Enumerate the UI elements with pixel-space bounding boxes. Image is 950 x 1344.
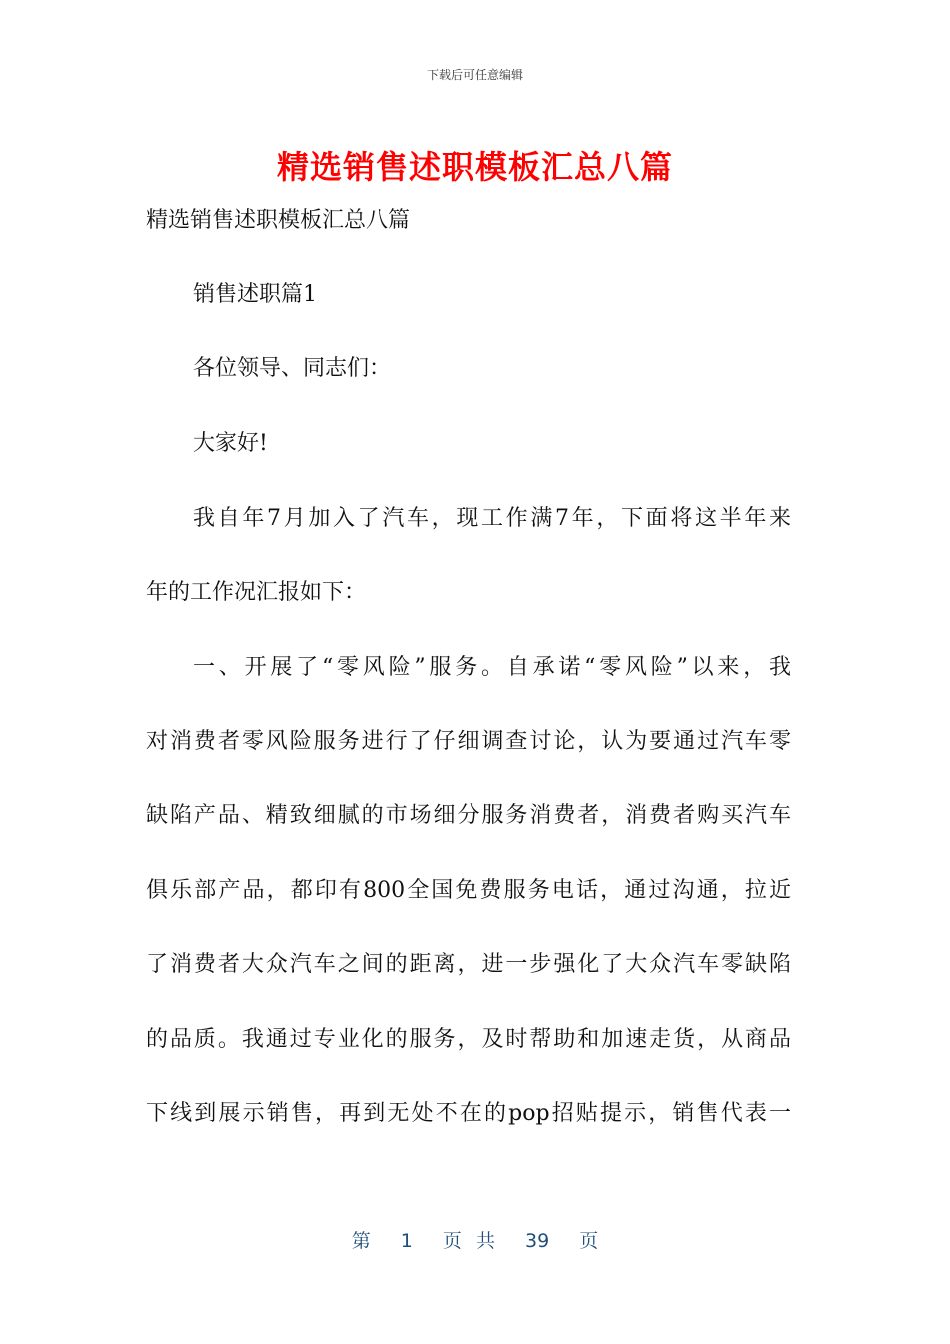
page-footer	[0, 1226, 950, 1253]
paragraph-line: 下线到展示销售，再到无处不在的pop招贴提示，销售代表一	[146, 1101, 791, 1126]
subtitle-line: 精选销售述职模板汇总八篇	[146, 208, 411, 233]
page-middle: 页 共	[442, 1230, 495, 1252]
paragraph-line: 缺陷产品、精致细腻的市场细分服务消费者，消费者购买汽车	[146, 803, 791, 828]
paragraph-line: 了消费者大众汽车之间的距离，进一步强化了大众汽车零缺陷	[146, 952, 791, 977]
paragraph-line: 对消费者零风险服务进行了仔细调查讨论，认为要通过汽车零	[146, 729, 791, 754]
total-pages: 39	[525, 1230, 550, 1252]
paragraph-line: 俱乐部产品，都印有800全国免费服务电话，通过沟通，拉近	[146, 878, 791, 903]
paragraph-line: 一、开展了“零风险”服务。自承诺“零风险”以来，我	[193, 655, 791, 680]
document-title: 精选销售述职模板汇总八篇	[276, 148, 673, 186]
paragraph-line: 的品质。我通过专业化的服务，及时帮助和加速走货，从商品	[146, 1027, 791, 1052]
salutation: 各位领导、同志们：	[193, 356, 392, 381]
page-suffix: 页	[579, 1230, 599, 1252]
header-note: 下载后可任意编辑	[426, 68, 523, 82]
paragraph-line: 我自年7月加入了汽车，现工作满7年，下面将这半年来	[193, 506, 791, 531]
paragraph-line: 年的工作况汇报如下：	[146, 580, 367, 605]
page-number: 1	[400, 1230, 413, 1252]
page-prefix: 第	[351, 1230, 371, 1252]
section-heading: 销售述职篇1	[193, 282, 317, 307]
greeting: 大家好!	[193, 431, 268, 456]
